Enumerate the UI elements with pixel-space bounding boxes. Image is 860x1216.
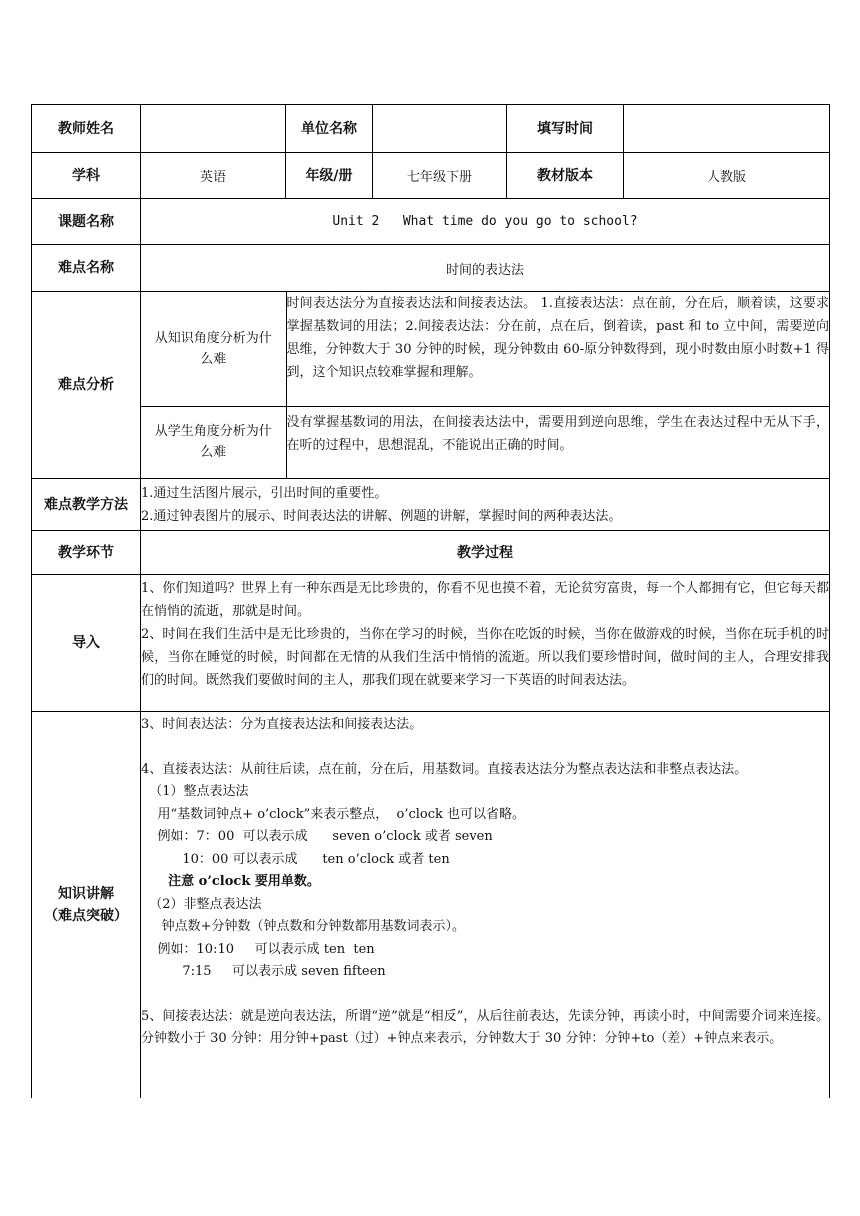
whole-hour-example-2: 10：00 可以表示成 ten o’clock 或者 ten — [141, 851, 450, 867]
process-header-row — [32, 531, 830, 575]
analysis-label: 难点分析 — [32, 292, 141, 479]
knowledge-p5: 5、间接表达法：就是逆向表达法，所谓“逆”就是“相反”，从后往前表达，先读分钟，再读小时，中间需要介词来连接。分钟数小于 30 分钟：用分钟+past（过）+钟点来表示，分钟数大于 30 分钟：分钟+to（差）+钟点来表示。 — [141, 1008, 829, 1046]
teacher-name-value — [141, 105, 286, 153]
unit-name-value — [373, 105, 507, 153]
non-whole-hour-example-1: 例如：10:10 可以表示成 ten ten — [141, 941, 375, 957]
non-whole-hour-title: （2）非整点表达法 — [141, 896, 262, 912]
subject-label: 学科 — [32, 153, 141, 199]
method-row — [32, 479, 830, 531]
difficulty-label: 难点名称 — [32, 245, 141, 292]
teacher-name-label: 教师姓名 — [32, 105, 141, 153]
student-angle-label: 从学生角度分析为什么难 — [141, 406, 286, 478]
intro-label: 导入 — [32, 575, 141, 712]
intro-row — [32, 575, 830, 712]
whole-hour-note: 注意 o’clock 要用单数。 — [141, 874, 320, 889]
knowledge-label — [32, 712, 141, 1098]
grade-label: 年级/册 — [286, 153, 373, 199]
lesson-plan-table — [31, 104, 830, 1098]
whole-hour-example-1: 例如：7：00 可以表示成 seven o’clock 或者 seven — [141, 829, 493, 844]
fill-time-value — [624, 105, 830, 153]
knowledge-label-line-1: 知识讲解 — [58, 885, 114, 902]
header-row — [32, 105, 830, 153]
knowledge-p3: 3、时间表达法：分为直接表达法和间接表达法。 — [141, 717, 423, 732]
topic-row — [32, 199, 830, 245]
analysis-row — [32, 292, 830, 479]
whole-hour-rule: 用“基数词钟点+ o’clock”来表示整点， o’clock 也可以省略。 — [141, 806, 526, 822]
fill-time-label: 填写时间 — [507, 105, 624, 153]
intro-paragraph-2: 2、时间在我们生活中是无比珍贵的，当你在学习的时候，当你在吃饭的时候，当你在做游戏的时候，当你在玩手机的时候，当你在睡觉的时候，时间都在无情的从我们生活中悄悄的流逝。所以我们要珍惜时间，做时间的主人，合理安排我们的时间。既然我们要做时间的主人，那我们现在就要来学习一下英语的时间表达法。 — [141, 627, 829, 688]
stage-label: 教学环节 — [32, 531, 141, 575]
edition-label: 教材版本 — [507, 153, 624, 199]
knowledge-angle-label: 从知识角度分析为什么难 — [141, 292, 286, 406]
whole-hour-title: （1）整点表达法 — [141, 784, 249, 799]
subject-row — [32, 153, 830, 199]
difficulty-value: 时间的表达法 — [141, 245, 830, 292]
knowledge-angle-text: 时间表达法分为直接表达法和间接表达法。 1.直接表达法：点在前，分在后，顺着读，这要求掌握基数词的用法；2.间接表达法：分在前，点在后，倒着读，past 和 to 立中间，需要逆向思维，分钟数大于 30 分钟的时候，现分钟数由 60-原分钟数得到，现小时数由原小时数+1 得到，这个知识点较难掌握和理解。 — [286, 292, 829, 406]
subject-value: 英语 — [141, 153, 286, 199]
non-whole-hour-example-2: 7:15 可以表示成 seven fifteen — [141, 964, 386, 979]
knowledge-p4: 4、直接表达法：从前往后读，点在前，分在后，用基数词。直接表达法分为整点表达法和非整点表达法。 — [141, 761, 748, 777]
method-line-2: 2.通过钟表图片的展示、时间表达法的讲解、例题的讲解，掌握时间的两种表达法。 — [141, 508, 622, 524]
process-label: 教学过程 — [141, 531, 830, 575]
method-line-1: 1.通过生活图片展示，引出时间的重要性。 — [141, 485, 388, 501]
method-label: 难点教学方法 — [32, 479, 141, 531]
knowledge-row — [32, 712, 830, 1098]
non-whole-hour-rule: 钟点数+分钟数（钟点数和分钟数都用基数词表示）。 — [141, 919, 466, 934]
difficulty-row — [32, 245, 830, 292]
topic-label: 课题名称 — [32, 199, 141, 245]
intro-paragraph-1: 1、你们知道吗？世界上有一种东西是无比珍贵的，你看不见也摸不着，无论贫穷富贵，每一个人都拥有它，但它每天都在悄悄的流逝，那就是时间。 — [141, 581, 829, 619]
student-angle-text: 没有掌握基数词的用法，在间接表达法中，需要用到逆向思维，学生在表达过程中无从下手，在听的过程中，思想混乱，不能说出正确的时间。 — [286, 406, 829, 478]
analysis-subtable — [141, 292, 829, 478]
edition-value: 人教版 — [624, 153, 830, 199]
knowledge-label-line-2: （难点突破） — [44, 907, 128, 924]
topic-value: Unit 2 What time do you go to school? — [141, 199, 830, 245]
grade-value: 七年级下册 — [373, 153, 507, 199]
unit-name-label: 单位名称 — [286, 105, 373, 153]
